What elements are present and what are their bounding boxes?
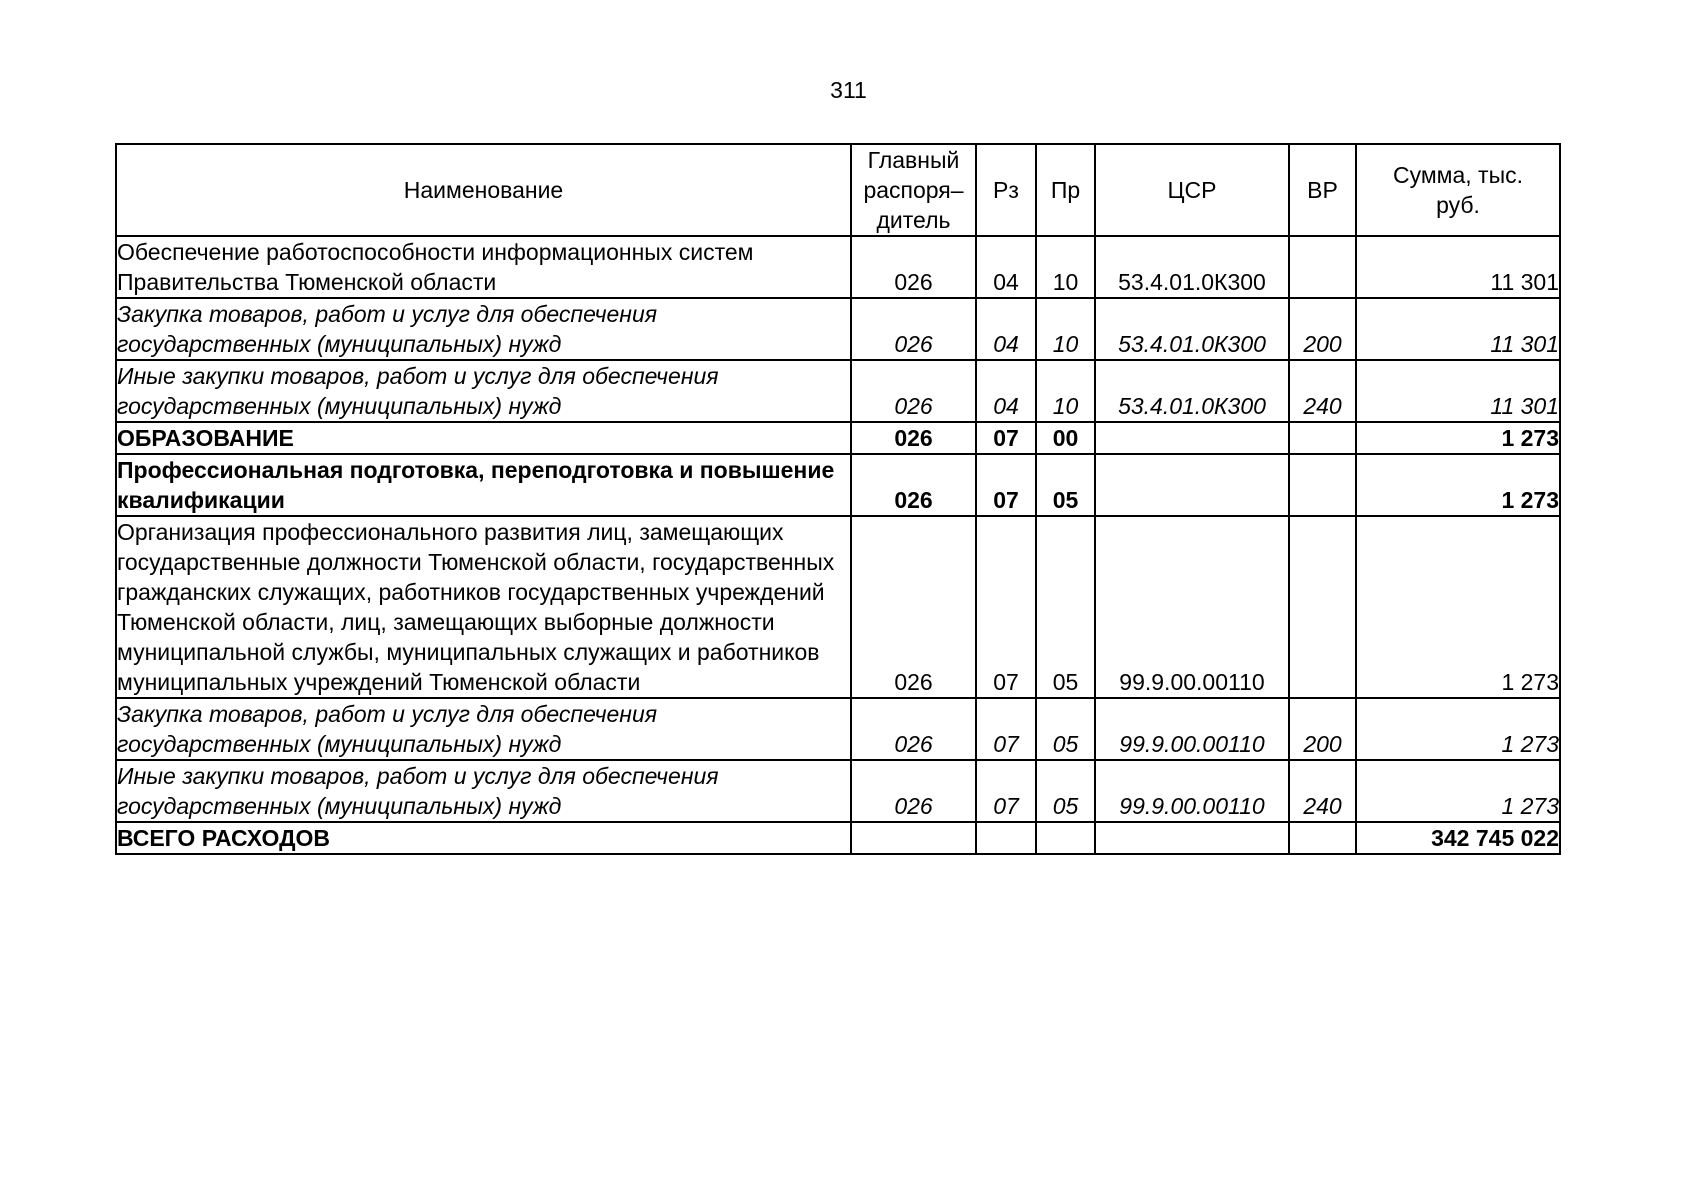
row-grbs: 026 — [851, 236, 976, 298]
row-sum: 1 273 — [1356, 516, 1560, 698]
header-main-manager: Главный распоря– дитель — [851, 144, 976, 236]
row-name: Закупка товаров, работ и услуг для обеспечения государственных (муниципальных) нужд — [116, 698, 851, 760]
row-rz: 04 — [976, 298, 1036, 360]
row-csr: 53.4.01.0К300 — [1095, 360, 1289, 422]
row-rz: 07 — [976, 422, 1036, 454]
row-pr: 00 — [1036, 422, 1095, 454]
row-name: Обеспечение работоспособности информационных систем Правительства Тюменской области — [116, 236, 851, 298]
table-row — [116, 360, 1560, 422]
row-name: Профессиональная подготовка, переподготовка и повышение квалификации — [116, 454, 851, 516]
page-number: 311 — [830, 77, 867, 103]
table-row — [116, 822, 1560, 854]
row-pr: 10 — [1036, 360, 1095, 422]
header-name: Наименование — [116, 144, 851, 236]
row-grbs: 026 — [851, 760, 976, 822]
row-csr — [1095, 822, 1289, 854]
row-pr: 05 — [1036, 698, 1095, 760]
row-pr: 10 — [1036, 236, 1095, 298]
row-sum: 11 301 — [1356, 360, 1560, 422]
row-name: Иные закупки товаров, работ и услуг для обеспечения государственных (муниципальных) нужд — [116, 360, 851, 422]
row-csr: 99.9.00.00110 — [1095, 698, 1289, 760]
row-csr — [1095, 422, 1289, 454]
row-sum: 1 273 — [1356, 760, 1560, 822]
table-row — [116, 698, 1560, 760]
row-pr: 05 — [1036, 760, 1095, 822]
table-row — [116, 298, 1560, 360]
row-grbs: 026 — [851, 454, 976, 516]
row-csr: 53.4.01.0К300 — [1095, 236, 1289, 298]
budget-table — [115, 143, 1561, 855]
row-grbs: 026 — [851, 698, 976, 760]
row-grbs: 026 — [851, 516, 976, 698]
header-pr: Пр — [1036, 144, 1095, 236]
row-vr: 240 — [1289, 760, 1356, 822]
row-vr — [1289, 516, 1356, 698]
row-rz: 04 — [976, 236, 1036, 298]
header-sum: Сумма, тыс. руб. — [1356, 144, 1560, 236]
row-pr: 05 — [1036, 454, 1095, 516]
row-sum: 1 273 — [1356, 698, 1560, 760]
row-csr — [1095, 454, 1289, 516]
row-csr: 99.9.00.00110 — [1095, 760, 1289, 822]
row-csr: 99.9.00.00110 — [1095, 516, 1289, 698]
table-header-row — [116, 144, 1560, 236]
row-vr — [1289, 236, 1356, 298]
row-sum: 11 301 — [1356, 236, 1560, 298]
row-grbs: 026 — [851, 298, 976, 360]
row-vr — [1289, 454, 1356, 516]
row-name: ОБРАЗОВАНИЕ — [116, 422, 851, 454]
row-grbs: 026 — [851, 360, 976, 422]
header-vr: ВР — [1289, 144, 1356, 236]
row-grbs — [851, 822, 976, 854]
table-row — [116, 236, 1560, 298]
table-row — [116, 516, 1560, 698]
row-rz: 07 — [976, 516, 1036, 698]
row-vr: 200 — [1289, 298, 1356, 360]
row-csr: 53.4.01.0К300 — [1095, 298, 1289, 360]
row-rz: 04 — [976, 360, 1036, 422]
row-sum: 11 301 — [1356, 298, 1560, 360]
header-rz: Рз — [976, 144, 1036, 236]
row-rz: 07 — [976, 454, 1036, 516]
row-sum: 1 273 — [1356, 454, 1560, 516]
row-pr: 05 — [1036, 516, 1095, 698]
row-vr — [1289, 422, 1356, 454]
row-vr: 200 — [1289, 698, 1356, 760]
row-name: Закупка товаров, работ и услуг для обеспечения государственных (муниципальных) нужд — [116, 298, 851, 360]
row-pr — [1036, 822, 1095, 854]
row-name: ВСЕГО РАСХОДОВ — [116, 822, 851, 854]
table-row — [116, 454, 1560, 516]
row-rz: 07 — [976, 698, 1036, 760]
row-name: Иные закупки товаров, работ и услуг для обеспечения государственных (муниципальных) нужд — [116, 760, 851, 822]
row-vr: 240 — [1289, 360, 1356, 422]
row-vr — [1289, 822, 1356, 854]
row-grbs: 026 — [851, 422, 976, 454]
row-name: Организация профессионального развития лиц, замещающих государственные должности Тюменской области, государственных гражданских служащих, работников государственных учреждений Тюменской области, лиц, замещающих выборные должности муниципальной службы, муниципальных служащих и работников муниципальных учреждений Тюменской области — [116, 516, 851, 698]
row-rz: 07 — [976, 760, 1036, 822]
table-row — [116, 422, 1560, 454]
row-pr: 10 — [1036, 298, 1095, 360]
row-rz — [976, 822, 1036, 854]
row-sum: 1 273 — [1356, 422, 1560, 454]
table-row — [116, 760, 1560, 822]
header-csr: ЦСР — [1095, 144, 1289, 236]
row-sum: 342 745 022 — [1356, 822, 1560, 854]
